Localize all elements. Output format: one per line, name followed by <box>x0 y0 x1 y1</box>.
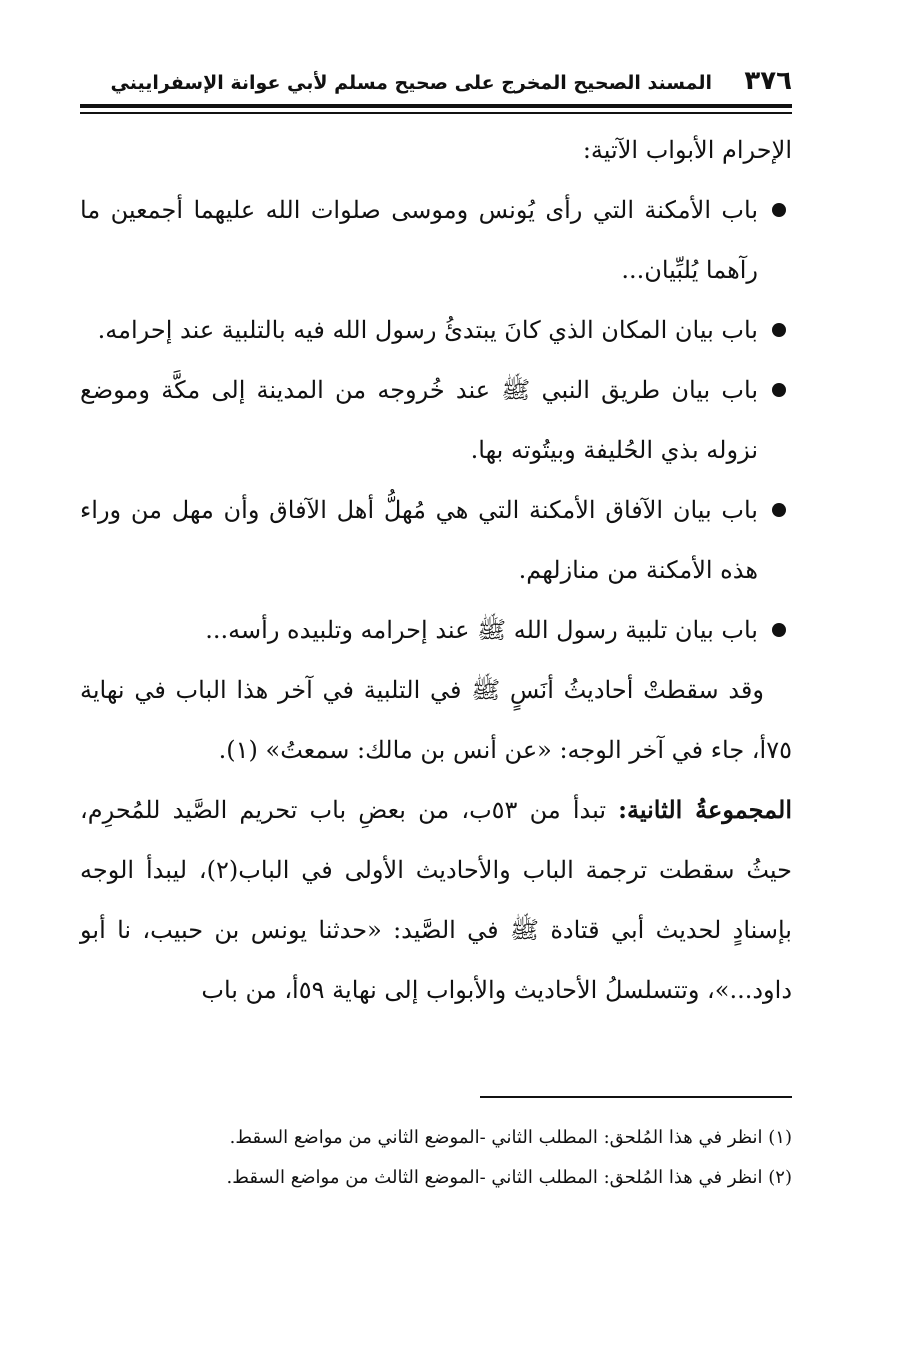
bullet-item <box>80 360 792 480</box>
section-lead: المجموعةُ الثانية: <box>618 795 792 824</box>
bullet-icon <box>772 503 786 517</box>
bullet-icon <box>772 203 786 217</box>
intro-line: الإحرام الأبواب الآتية: <box>582 136 792 164</box>
paragraph-anas: وقد سقطتْ أحاديثُ أنَسٍ ﷺ في التلبية في آخر هذا الباب في نهاية ٧٥أ، جاء في آخر الوجه: «عن أنس بن مالك: سمعتُ» (١). <box>80 676 792 764</box>
running-title: المسند الصحيح المخرج على صحيح مسلم لأبي عوانة الإسفراييني <box>110 72 712 94</box>
footnote-2: (٢) انظر في هذا المُلحق: المطلب الثاني -الموضع الثالث من مواضع السقط. <box>226 1167 792 1188</box>
bullet-text: باب بيان المكان الذي كانَ يبتدئُ رسول الله فيه بالتلبية عند إحرامه. <box>97 316 758 344</box>
header-rule-thin <box>80 112 792 114</box>
footnotes <box>80 1118 792 1198</box>
bullet-icon <box>772 323 786 337</box>
bullet-item <box>80 180 792 300</box>
paragraph-second-group <box>80 780 792 1020</box>
bullet-icon <box>772 623 786 637</box>
header-rule-thick <box>80 104 792 108</box>
page-header <box>80 66 792 100</box>
bullet-item <box>80 300 792 360</box>
bullet-item <box>80 480 792 600</box>
bullet-text: باب بيان طريق النبي ﷺ عند خُروجه من المدينة إلى مكَّة وموضع نزوله بذي الحُليفة وبيتُوته بها. <box>80 376 759 464</box>
page-number: ٣٧٦ <box>744 66 792 96</box>
section-text: تبدأ من ٥٣ب، من بعضِ باب تحريم الصَّيد للمُحرِم، حيثُ سقطت ترجمة الباب والأحاديث الأولى في الباب(٢)، ليبدأ الوجه بإسنادٍ لحديث أبي قتادة ﷺ في الصَّيد: «حدثنا يونس بن حبيب، نا أبو داود...»، وتتسلسلُ الأحاديث والأبواب إلى نهاية ٥٩أ، من باب <box>80 796 793 1004</box>
footnote-separator <box>480 1096 792 1098</box>
footnote-1: (١) انظر في هذا المُلحق: المطلب الثاني -الموضع الثاني من مواضع السقط. <box>229 1127 792 1148</box>
bullet-item <box>80 600 792 660</box>
bullet-icon <box>772 383 786 397</box>
bullet-text: باب الأمكنة التي رأى يُونس وموسى صلوات الله عليهما أجمعين ما رآهما يُلبِّيان... <box>80 196 758 284</box>
main-text <box>80 120 792 1020</box>
bullet-text: باب بيان تلبية رسول الله ﷺ عند إحرامه وتلبيده رأسه... <box>205 616 758 644</box>
bullet-text: باب بيان الآفاق الأمكنة التي هي مُهلُّ أهل الآفاق وأن مهل من وراء هذه الأمكنة من منازلهم. <box>80 496 758 584</box>
